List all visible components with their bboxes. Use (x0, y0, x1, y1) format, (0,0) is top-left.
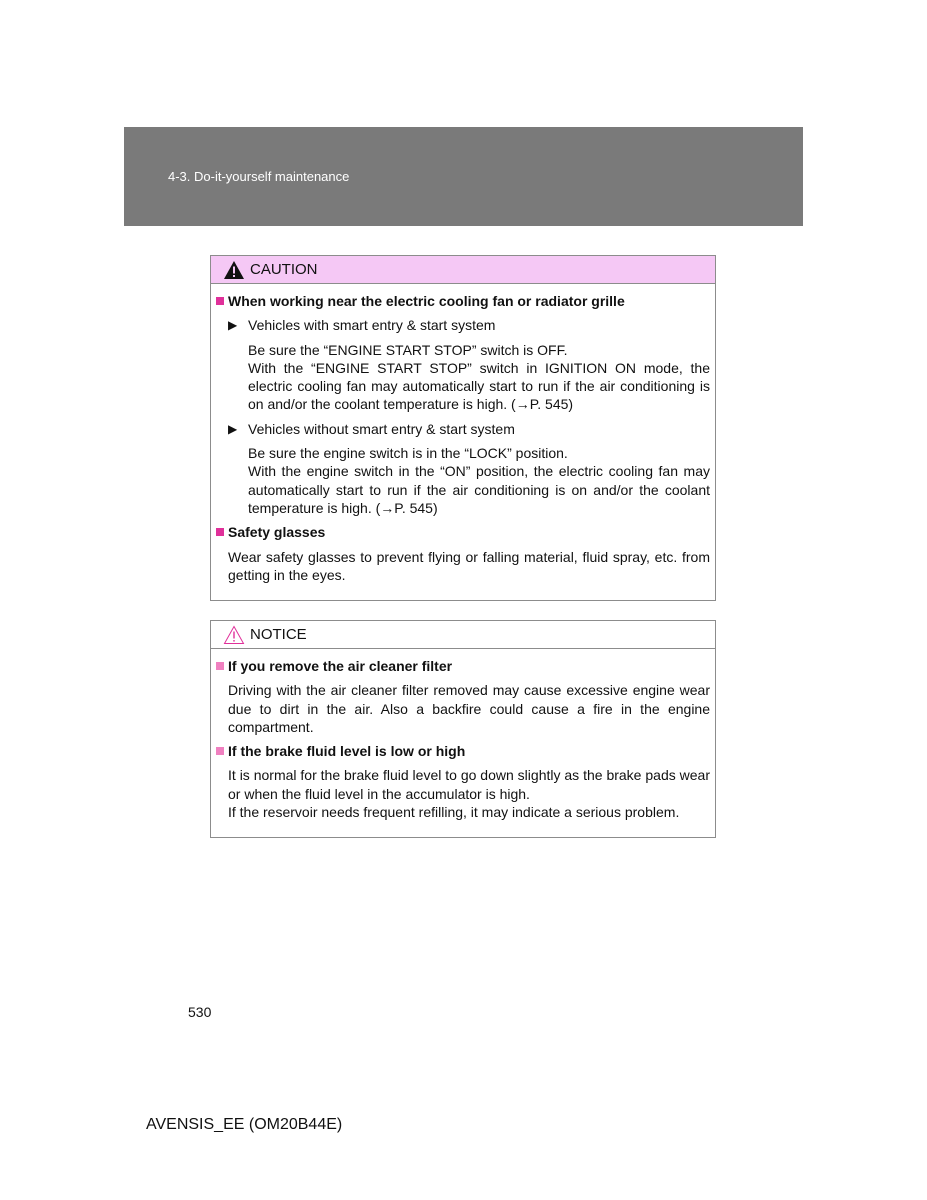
notice-item2-line2: If the reservoir needs frequent refilling, it may indicate a serious problem. (228, 804, 680, 821)
right-triangle-icon: ▶ (228, 421, 238, 436)
sub1-line1: Be sure the “ENGINE START STOP” switch is OFF. (248, 341, 568, 358)
sub2-line2: With the engine switch in the “ON” position, the electric cooling fan may automatically start to run if the air conditioning is on and/or the coolant temperature is high. (→P. 545) (248, 463, 710, 516)
sub1-paragraph (248, 341, 710, 414)
caution-body (211, 284, 715, 584)
right-triangle-icon: ▶ (228, 318, 238, 333)
section-header-band (124, 127, 803, 226)
square-bullet-icon (216, 297, 224, 305)
notice-box (210, 620, 716, 838)
sub1-label: Vehicles with smart entry & start system (248, 317, 496, 334)
square-bullet-icon (216, 528, 224, 536)
notice-item2-line1: It is normal for the brake fluid level to go down slightly as the brake pads wear or when the fluid level in the accumulator is high. (228, 767, 710, 802)
caution-item2-text: Wear safety glasses to prevent flying or falling material, fluid spray, etc. from getting in the eyes. (228, 548, 710, 583)
notice-item2-paragraph (228, 766, 710, 821)
manual-code: AVENSIS_EE (OM20B44E) (146, 1116, 343, 1133)
square-bullet-icon (216, 662, 224, 670)
notice-item-title (216, 742, 710, 760)
notice-header (211, 621, 715, 649)
notice-body (211, 649, 715, 821)
caution-item-title (216, 292, 710, 310)
caution-header (211, 256, 715, 284)
caution-item1-title: When working near the electric cooling fan or radiator grille (228, 293, 625, 309)
sub2-paragraph (248, 444, 710, 517)
caution-box (210, 255, 716, 601)
sub2-line1: Be sure the engine switch is in the “LOCK” position. (248, 445, 568, 462)
sub2-label: Vehicles without smart entry & start system (248, 420, 515, 437)
notice-item2-title: If the brake fluid level is low or high (228, 743, 466, 760)
sub-item (228, 420, 710, 438)
caution-heading: CAUTION (250, 261, 318, 278)
sub1-line2: With the “ENGINE START STOP” switch in IGNITION ON mode, the electric cooling fan may automatically start to run if the air conditioning is on and/or the coolant temperature is high. (→P. 545) (248, 359, 710, 413)
notice-item-title (216, 657, 710, 675)
square-bullet-icon (216, 747, 224, 755)
caution-item-title (216, 523, 710, 541)
notice-item1-text: Driving with the air cleaner filter removed may cause excessive engine wear due to dirt in the air. Also a backfire could cause a fire in the engine compartment. (228, 682, 710, 735)
caution-item2-title: Safety glasses (228, 524, 326, 541)
sub-item (228, 316, 710, 334)
notice-item1-title: If you remove the air cleaner filter (228, 658, 453, 674)
page-number: 530 (188, 1004, 212, 1020)
section-title: 4-3. Do-it-yourself maintenance (168, 169, 350, 184)
warning-triangle-outline-icon (223, 625, 245, 645)
warning-triangle-icon (223, 260, 245, 280)
notice-heading: NOTICE (250, 626, 307, 643)
